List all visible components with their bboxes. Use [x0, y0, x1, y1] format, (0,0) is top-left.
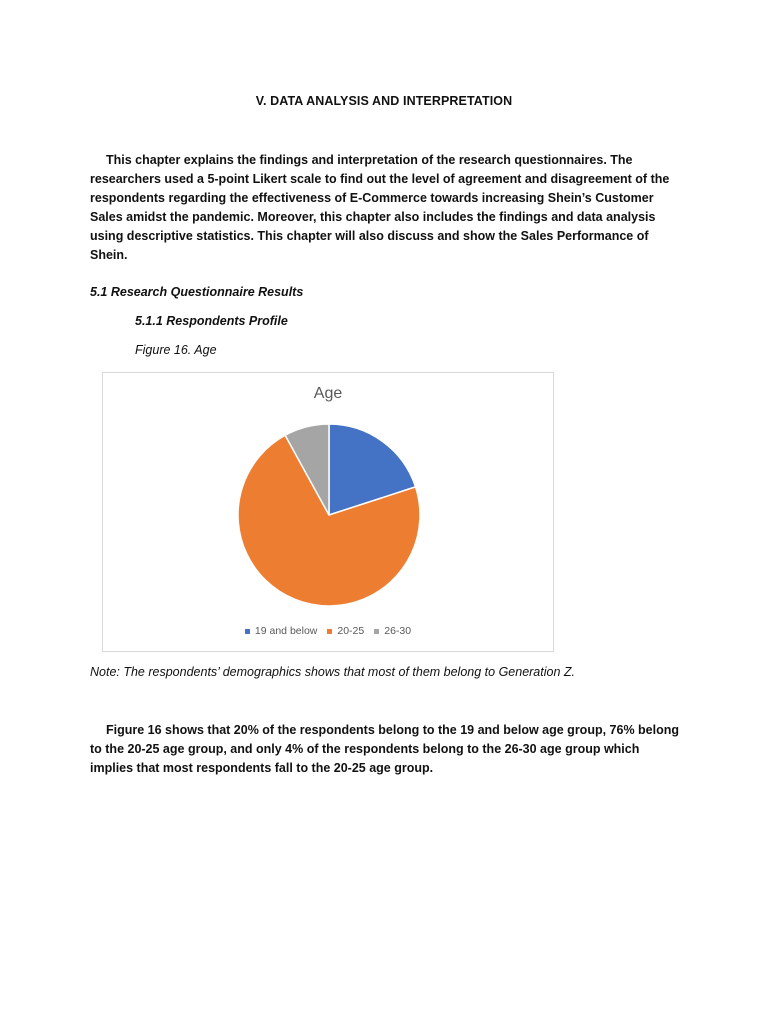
- section-heading: 5.1 Research Questionnaire Results: [90, 285, 304, 299]
- legend-label: 26-30: [384, 625, 412, 637]
- pie-chart-canvas: [103, 373, 555, 653]
- legend-label: 19 and below: [254, 625, 318, 637]
- legend-swatch: [327, 629, 332, 634]
- legend-item: [245, 625, 317, 637]
- chart-legend: [103, 625, 553, 637]
- figure-note: Note: The respondents’ demographics shows that most of them belong to Generation Z.: [90, 665, 575, 679]
- subsection-heading: 5.1.1 Respondents Profile: [135, 314, 288, 328]
- legend-swatch: [245, 629, 250, 634]
- age-pie-chart: [102, 372, 554, 652]
- legend-label: 20-25: [337, 625, 365, 637]
- legend-swatch: [374, 629, 379, 634]
- intro-paragraph: This chapter explains the findings and interpretation of the research questionnaires. The researchers used a 5-point Likert scale to find out the level of agreement and disagreement of the respondents regarding the effectiveness of E-Commerce towards increasing Shein’s Customer Sales amidst the pandemic. Moreover, this chapter also includes the findings and data analysis using descriptive statistics. This chapter will also discuss and show the Sales Performance of Shein.: [90, 153, 670, 262]
- legend-item: [327, 625, 364, 637]
- figure-caption: Figure 16. Age: [135, 343, 217, 357]
- chapter-title: V. DATA ANALYSIS AND INTERPRETATION: [255, 94, 513, 108]
- chart-title: Age: [313, 385, 343, 402]
- legend-item: [374, 625, 411, 637]
- summary-paragraph: Figure 16 shows that 20% of the respondents belong to the 19 and below age group, 76% belong to the 20-25 age group, and only 4% of the respondents belong to the 26-30 age group which implies that most respondents fall to the 20-25 age group.: [90, 723, 679, 775]
